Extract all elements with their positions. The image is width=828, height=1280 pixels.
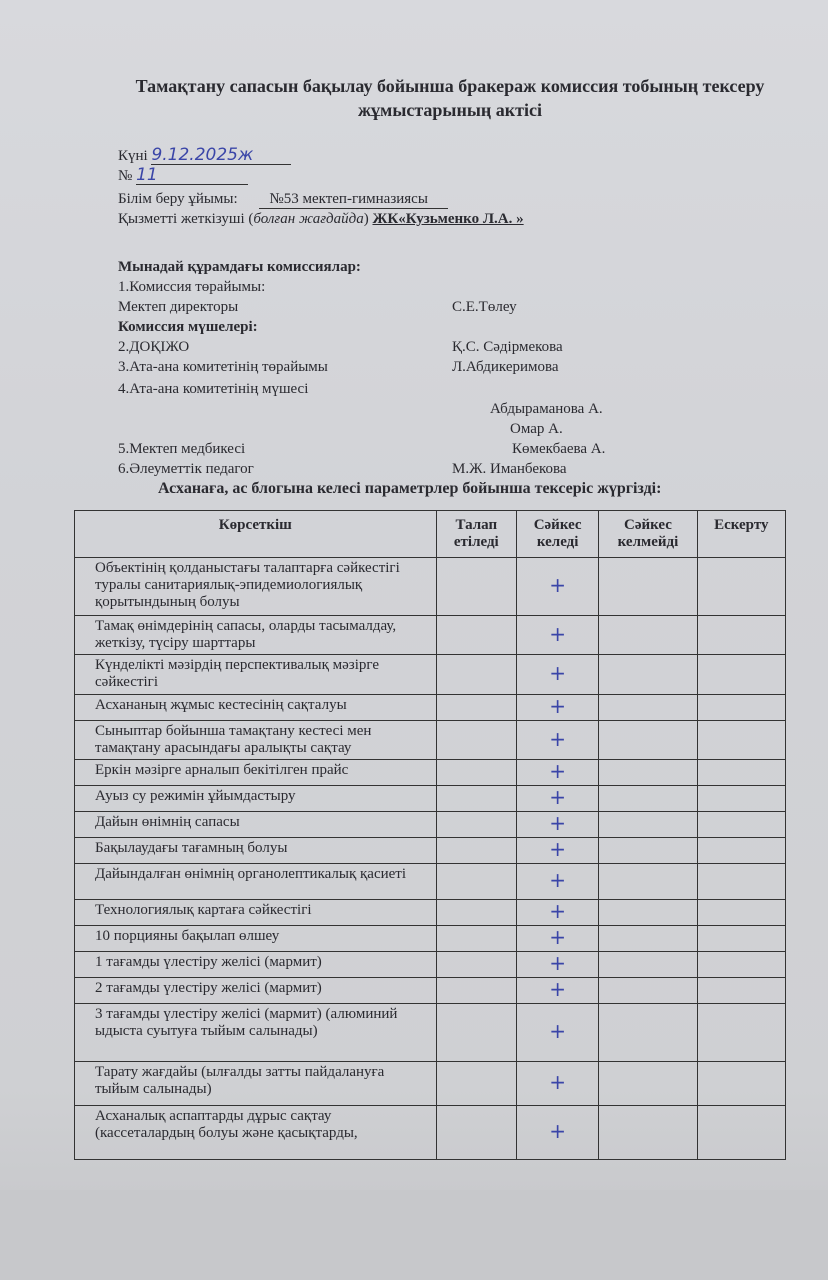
- document-title: Тамақтану сапасын бақылау бойынша бракераж комиссия тобының тексеру жұмыстарының актісі: [135, 76, 765, 120]
- member-role: 2.ДОҚІЖО: [118, 339, 190, 355]
- indicator-cell: Асханалық аспаптарды дұрыс сақтау (кассеталардың болуы және қасықтарды,: [75, 1106, 437, 1160]
- required-cell: [436, 838, 516, 864]
- complies-cell: [516, 952, 598, 978]
- not-complies-cell: [599, 558, 697, 616]
- not-complies-cell: [599, 695, 697, 721]
- check-mark-icon: +: [549, 661, 567, 685]
- required-cell: [436, 926, 516, 952]
- complies-cell: [516, 558, 598, 616]
- complies-cell: [516, 1062, 598, 1106]
- check-mark-icon: +: [549, 726, 567, 751]
- complies-cell: [516, 864, 598, 900]
- not-complies-cell: [599, 616, 697, 655]
- note-cell: [697, 926, 785, 952]
- inspection-heading: Асханаға, ас блогына келесі параметрлер бойынша тексеріс жүргізді:: [158, 480, 662, 497]
- number-label: №: [118, 168, 133, 184]
- not-complies-cell: [599, 978, 697, 1004]
- table-row: [75, 655, 786, 695]
- indicator-cell: Еркін мәзірге арналып бекітілген прайс: [75, 760, 437, 786]
- header-indicator: Көрсеткіш: [75, 511, 437, 558]
- table-row: [75, 1062, 786, 1106]
- check-mark-icon: +: [549, 759, 567, 783]
- complies-cell: [516, 812, 598, 838]
- required-cell: [436, 558, 516, 616]
- background-surface: [0, 1190, 828, 1280]
- note-cell: [697, 1106, 785, 1160]
- member-name: Көмекбаева А.: [512, 441, 606, 457]
- members-heading: Комиссия мүшелері:: [118, 319, 258, 335]
- indicator-cell: Күнделікті мәзірдің перспективалық мәзірге сәйкестігі: [75, 655, 437, 695]
- table-row: [75, 695, 786, 721]
- complies-cell: [516, 838, 598, 864]
- member-name: М.Ж. Иманбекова: [452, 461, 567, 477]
- check-mark-icon: +: [549, 1119, 567, 1143]
- check-mark-icon: +: [549, 837, 567, 861]
- note-cell: [697, 655, 785, 695]
- member-name: Қ.С. Сәдірмекова: [452, 339, 563, 355]
- note-cell: [697, 1062, 785, 1106]
- indicator-cell: Сыныптар бойынша тамақтану кестесі мен тамақтану арасындағы аралықты сақтау: [75, 721, 437, 760]
- note-cell: [697, 786, 785, 812]
- required-cell: [436, 786, 516, 812]
- not-complies-cell: [599, 952, 697, 978]
- indicator-cell: Технологиялық картаға сәйкестігі: [75, 900, 437, 926]
- check-mark-icon: +: [549, 785, 567, 809]
- indicator-cell: 10 порцияны бақылап өлшеу: [75, 926, 437, 952]
- complies-cell: [516, 926, 598, 952]
- indicator-cell: Дайын өнімнің сапасы: [75, 812, 437, 838]
- required-cell: [436, 900, 516, 926]
- indicator-cell: Ауыз су режимін ұйымдастыру: [75, 786, 437, 812]
- indicator-cell: 1 тағамды үлестіру желісі (мармит): [75, 952, 437, 978]
- table-row: [75, 1004, 786, 1062]
- table-row: [75, 760, 786, 786]
- indicator-cell: 3 тағамды үлестіру желісі (мармит) (алюминий ыдыста суытуға тыйым салынады): [75, 1004, 437, 1062]
- not-complies-cell: [599, 1062, 697, 1106]
- table-header-row: [75, 511, 786, 558]
- note-cell: [697, 900, 785, 926]
- indicator-cell: Тамақ өнімдерінің сапасы, оларды тасымалдау, жеткізу, түсіру шарттары: [75, 616, 437, 655]
- note-cell: [697, 695, 785, 721]
- required-cell: [436, 655, 516, 695]
- number-line: [118, 166, 248, 185]
- complies-cell: [516, 1106, 598, 1160]
- complies-cell: [516, 721, 598, 760]
- table-row: [75, 900, 786, 926]
- supplier-line: [118, 210, 524, 228]
- complies-cell: [516, 978, 598, 1004]
- check-mark-icon: +: [549, 925, 567, 949]
- indicator-cell: Бақылаудағы тағамның болуы: [75, 838, 437, 864]
- complies-cell: [516, 655, 598, 695]
- indicator-cell: Асхананың жұмыс кестесінің сақталуы: [75, 695, 437, 721]
- required-cell: [436, 1004, 516, 1062]
- table-row: [75, 926, 786, 952]
- not-complies-cell: [599, 838, 697, 864]
- note-cell: [697, 812, 785, 838]
- supplier-label: Қызметті жеткізуші (: [118, 211, 254, 227]
- member-name: Л.Абдикеримова: [452, 359, 559, 375]
- required-cell: [436, 978, 516, 1004]
- not-complies-cell: [599, 1106, 697, 1160]
- check-mark-icon: +: [549, 899, 567, 923]
- table-row: [75, 616, 786, 655]
- note-cell: [697, 616, 785, 655]
- note-cell: [697, 721, 785, 760]
- table-row: [75, 558, 786, 616]
- note-cell: [697, 864, 785, 900]
- date-line: [118, 146, 291, 165]
- check-mark-icon: +: [549, 1019, 567, 1043]
- date-value: 9.12.2025ж: [151, 146, 291, 165]
- header-not-complies: Сәйкес келмейді: [599, 511, 697, 558]
- required-cell: [436, 1106, 516, 1160]
- note-cell: [697, 1004, 785, 1062]
- complies-cell: [516, 786, 598, 812]
- required-cell: [436, 864, 516, 900]
- check-mark-icon: +: [549, 811, 567, 835]
- table-row: [75, 812, 786, 838]
- indicator-cell: Объектінің қолданыстағы талаптарға сәйкестігі туралы санитариялық-эпидемиологиялық қорытындының болуы: [75, 558, 437, 616]
- check-mark-icon: +: [549, 977, 567, 1001]
- inspection-table: [74, 510, 786, 1160]
- required-cell: [436, 721, 516, 760]
- table-row: [75, 952, 786, 978]
- not-complies-cell: [599, 812, 697, 838]
- not-complies-cell: [599, 926, 697, 952]
- not-complies-cell: [599, 760, 697, 786]
- date-label: Күні: [118, 148, 148, 164]
- member-role: 4.Ата-ана комитетінің мүшесі: [118, 381, 309, 397]
- check-mark-icon: +: [549, 868, 567, 892]
- not-complies-cell: [599, 655, 697, 695]
- check-mark-icon: +: [549, 1070, 567, 1094]
- table-row: [75, 978, 786, 1004]
- header-complies: Сәйкес келеді: [516, 511, 598, 558]
- supplier-note: болған жағдайда: [253, 211, 364, 227]
- note-cell: [697, 558, 785, 616]
- member-name: Омар А.: [510, 421, 563, 437]
- note-cell: [697, 952, 785, 978]
- indicator-cell: 2 тағамды үлестіру желісі (мармит): [75, 978, 437, 1004]
- required-cell: [436, 952, 516, 978]
- not-complies-cell: [599, 786, 697, 812]
- check-mark-icon: +: [549, 694, 567, 718]
- required-cell: [436, 812, 516, 838]
- supplier-value: ЖК«Кузьменко Л.А. »: [372, 211, 524, 227]
- complies-cell: [516, 1004, 598, 1062]
- indicator-cell: Дайындалған өнімнің органолептикалық қасиеті: [75, 864, 437, 900]
- check-mark-icon: +: [549, 573, 567, 597]
- note-cell: [697, 838, 785, 864]
- complies-cell: [516, 695, 598, 721]
- member-role: 5.Мектеп медбикесі: [118, 441, 246, 457]
- org-value: №53 мектеп-гимназиясы: [259, 190, 447, 209]
- check-mark-icon: +: [549, 621, 567, 646]
- header-note: Ескерту: [697, 511, 785, 558]
- number-value: 11: [136, 166, 248, 185]
- complies-cell: [516, 760, 598, 786]
- chair-label: 1.Комиссия төрайымы:: [118, 279, 266, 295]
- member-name: Абдыраманова А.: [490, 401, 603, 417]
- member-role: 6.Әлеуметтік педагог: [118, 461, 254, 477]
- not-complies-cell: [599, 1004, 697, 1062]
- table-row: [75, 1106, 786, 1160]
- not-complies-cell: [599, 864, 697, 900]
- required-cell: [436, 760, 516, 786]
- note-cell: [697, 760, 785, 786]
- note-cell: [697, 978, 785, 1004]
- required-cell: [436, 616, 516, 655]
- complies-cell: [516, 616, 598, 655]
- org-line: [118, 190, 448, 209]
- complies-cell: [516, 900, 598, 926]
- header-required: Талап етіледі: [436, 511, 516, 558]
- table-row: [75, 786, 786, 812]
- chair-role: Мектеп директоры: [118, 299, 239, 315]
- table-row: [75, 838, 786, 864]
- required-cell: [436, 695, 516, 721]
- indicator-cell: Тарату жағдайы (ылғалды затты пайдалануға тыйым салынады): [75, 1062, 437, 1106]
- commission-heading: Мынадай құрамдағы комиссиялар:: [118, 259, 361, 275]
- not-complies-cell: [599, 900, 697, 926]
- not-complies-cell: [599, 721, 697, 760]
- table-row: [75, 721, 786, 760]
- chair-name: С.Е.Төлеу: [452, 299, 517, 315]
- table-row: [75, 864, 786, 900]
- supplier-close: ): [363, 211, 369, 227]
- member-role: 3.Ата-ана комитетінің төрайымы: [118, 359, 328, 375]
- required-cell: [436, 1062, 516, 1106]
- check-mark-icon: +: [549, 951, 567, 975]
- org-label: Білім беру ұйымы:: [118, 191, 238, 207]
